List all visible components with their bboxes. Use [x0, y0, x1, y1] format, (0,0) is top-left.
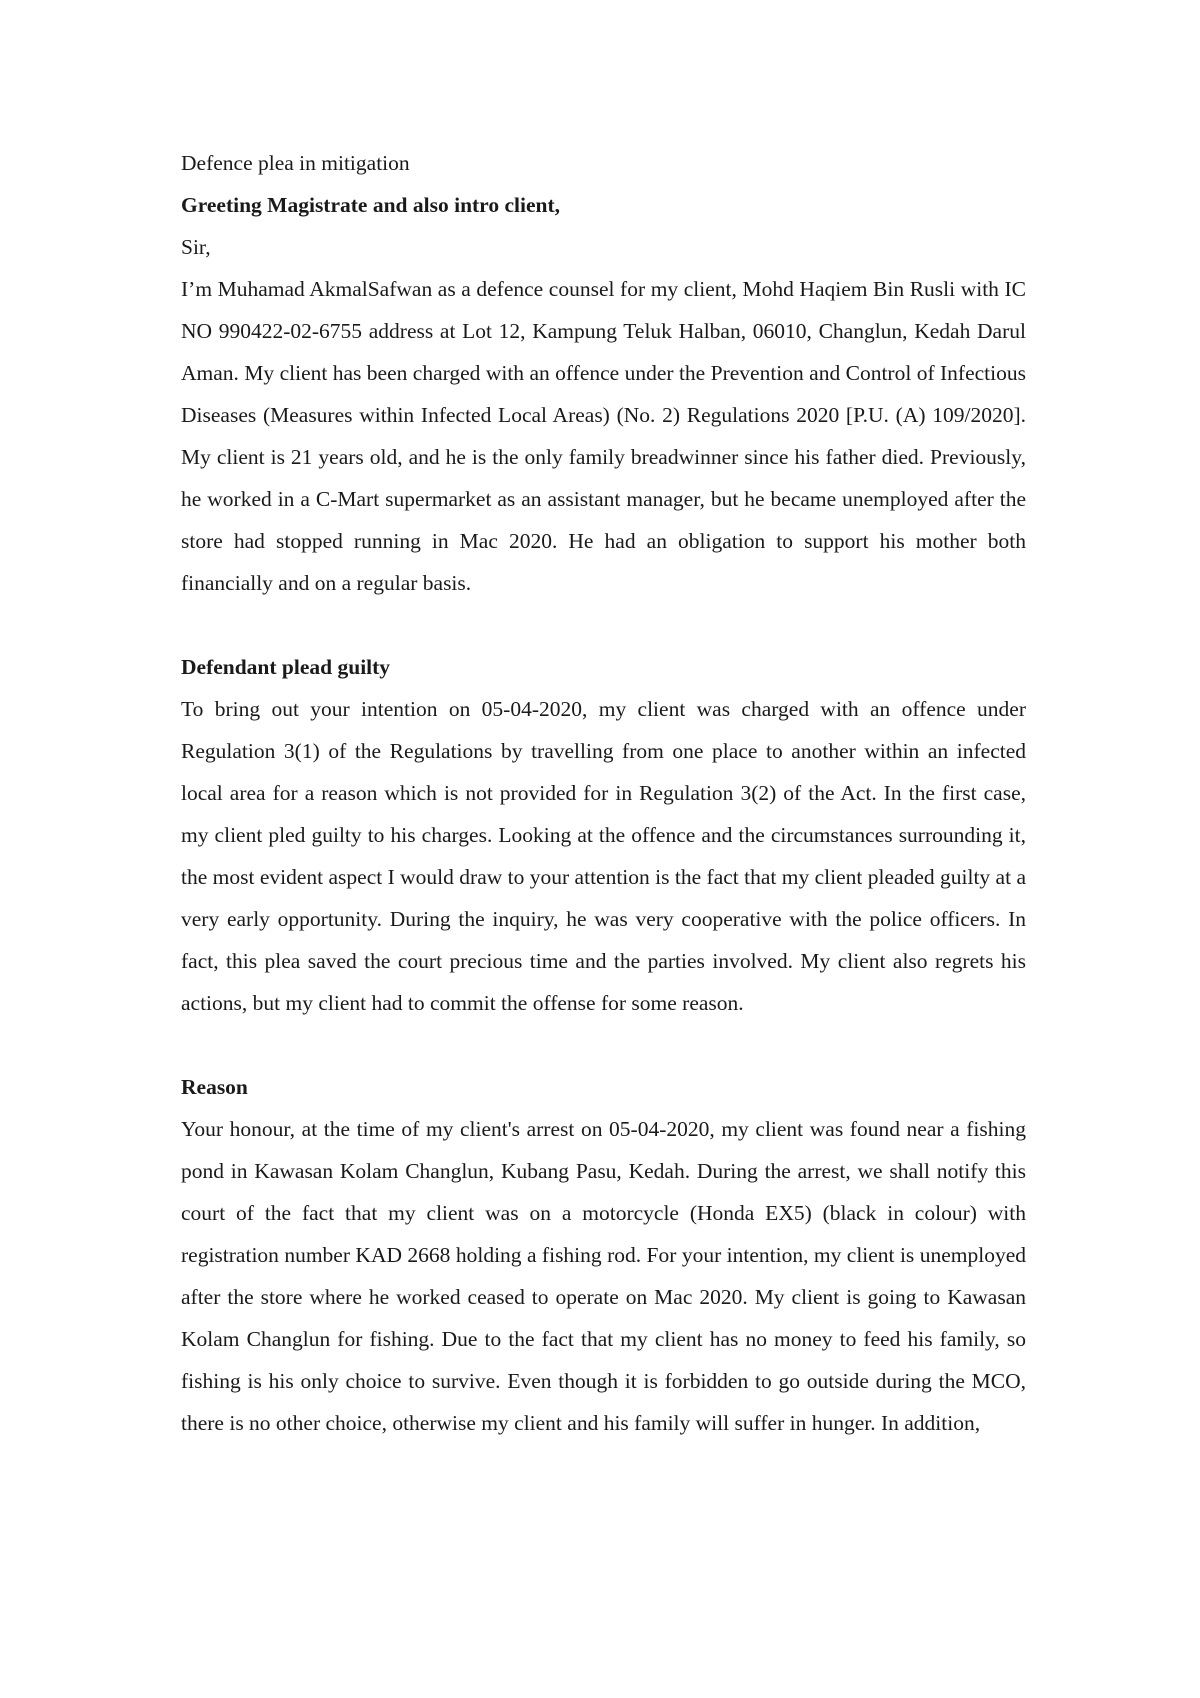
salutation: Sir, — [181, 235, 211, 259]
reason-heading: Reason — [181, 1075, 248, 1099]
reason-paragraph: Your honour, at the time of my client's arrest on 05-04-2020, my client was found near a fishing pond in Kawasan Kolam Changlun, Kubang Pasu, Kedah. During the arrest, we shall notify this court of the fact that my client was on a motorcycle (Honda EX5) (black in colour) with registration number KAD 2668 holding a fishing rod. For your intention, my client is unemployed after the store where he worked ceased to operate on Mac 2020. My client is going to Kawasan Kolam Changlun for fishing. Due to the fact that my client has no money to feed his family, so fishing is his only choice to survive. Even though it is forbidden to go outside during the MCO, there is no other choice, otherwise my client and his family will suffer in hunger. In addition, — [181, 1117, 1026, 1435]
document-body — [181, 142, 1026, 1444]
greeting-heading: Greeting Magistrate and also intro client, — [181, 193, 560, 217]
document-title: Defence plea in mitigation — [181, 151, 410, 175]
paragraph-spacer — [181, 604, 1026, 646]
paragraph-spacer — [181, 1024, 1026, 1066]
plead-heading: Defendant plead guilty — [181, 655, 391, 679]
plead-paragraph: To bring out your intention on 05-04-2020, my client was charged with an offence under Regulation 3(1) of the Regulations by travelling from one place to another within an infected local area for a reason which is not provided for in Regulation 3(2) of the Act. In the first case, my client pled guilty to his charges. Looking at the offence and the circumstances surrounding it, the most evident aspect I would draw to your attention is the fact that my client pleaded guilty at a very early opportunity. During the inquiry, he was very cooperative with the police officers. In fact, this plea saved the court precious time and the parties involved. My client also regrets his actions, but my client had to commit the offense for some reason. — [181, 697, 1026, 1015]
intro-paragraph: I’m Muhamad AkmalSafwan as a defence counsel for my client, Mohd Haqiem Bin Rusli with IC NO 990422-02-6755 address at Lot 12, Kampung Teluk Halban, 06010, Changlun, Kedah Darul Aman. My client has been charged with an offence under the Prevention and Control of Infectious Diseases (Measures within Infected Local Areas) (No. 2) Regulations 2020 [P.U. (A) 109/2020]. My client is 21 years old, and he is the only family breadwinner since his father died. Previously, he worked in a C-Mart supermarket as an assistant manager, but he became unemployed after the store had stopped running in Mac 2020. He had an obligation to support his mother both financially and on a regular basis. — [181, 277, 1026, 595]
